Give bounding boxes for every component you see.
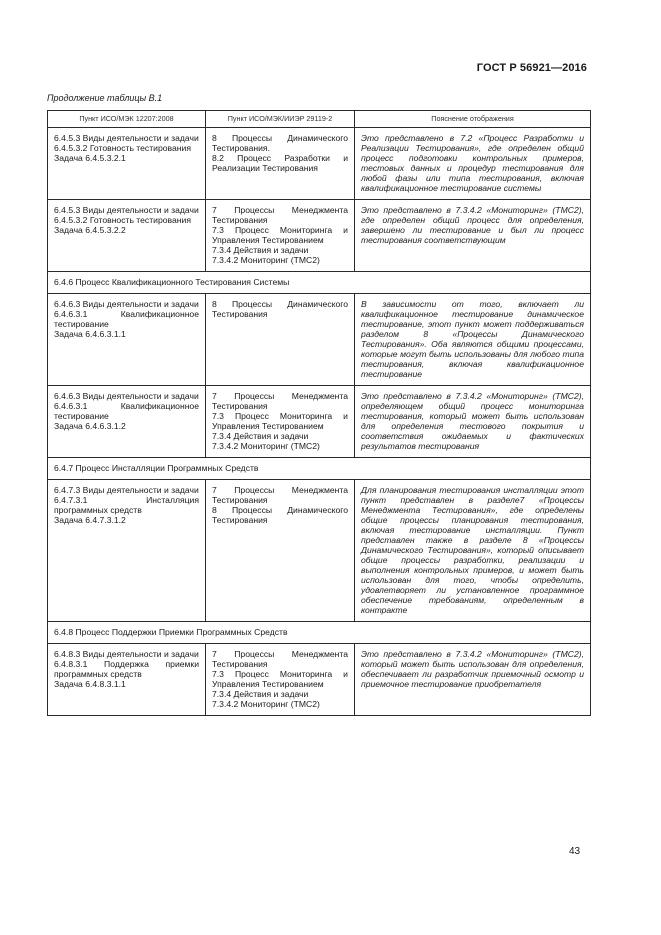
table-header-row: [48, 111, 591, 128]
cell-explanation: Это представлено в 7.2 «Процесс Разработки и Реализации Тестирования», где определен общий процесс подготовки контрольных примеров, тестовых данных и процедур тестирования для любой фазы или типа тестирования, включая квалификационное тестирование системы: [355, 128, 591, 200]
table-row: [48, 480, 591, 622]
clause-line: 6.4.5.3 Виды деятельности и задачи: [54, 205, 199, 215]
clause-line: 6.4.7.3 Виды деятельности и задачи: [54, 485, 199, 495]
clause-line: 7.3 Процесс Мониторинга и Управления Тестированием: [212, 411, 348, 431]
clause-line: 7.3 Процесс Мониторинга и Управления Тестированием: [212, 669, 348, 689]
cell-explanation: Для планирования тестирования инсталляции этот пункт представлен в разделе7 «Процессы Менеджмента Тестирования», где определены общие процессы планирования тестирования, включая тестирование инсталляции. Пункт представлен также в разделе 8 «Процессы Динамического Тестирования», который описывает общие процессы разработки, реализации и выполнения контрольных примеров, и может быть использован для того, чтобы определить, удовлетворяет ли установленное программное обеспечение требованиям, определенным в контракте: [355, 480, 591, 622]
table-row: [48, 644, 591, 716]
clause-line: 7.3.4.2 Мониторинг (ТМС2): [212, 699, 320, 709]
cell-iso12207-clause: [48, 294, 206, 386]
clause-line: 6.4.6.3 Виды деятельности и задачи: [54, 299, 199, 309]
clause-line: 6.4.5.3 Виды деятельности и задачи: [54, 133, 199, 143]
clause-line: 7 Процессы Менеджмента Тестирования: [212, 485, 348, 505]
cell-iso29119-clause: [206, 128, 355, 200]
clause-line: 7.3.4 Действия и задачи: [212, 689, 309, 699]
clause-line: 7.3.4 Действия и задачи: [212, 431, 309, 441]
clause-line: 7 Процессы Менеджмента Тестирования: [212, 205, 348, 225]
clause-line: 7.3.4.2 Мониторинг (ТМС2): [212, 255, 320, 265]
section-title: 6.4.6 Процесс Квалификационного Тестирования Системы: [48, 272, 591, 294]
clause-line: 6.4.8.3 Виды деятельности и задачи: [54, 649, 199, 659]
cell-explanation: Это представлено в 7.3.4.2 «Мониторинг» (ТМС2), где определен общий процесс для определения, завершено ли тестирование и был ли процесс тестирования соответствующим: [355, 200, 591, 272]
clause-line: 6.4.7.3.1 Инсталляция программных средств: [54, 495, 199, 515]
clause-line: 6.4.5.3.2 Готовность тестирования: [54, 215, 191, 225]
document-header: ГОСТ Р 56921—2016: [476, 62, 587, 74]
clause-line: 6.4.5.3.2 Готовность тестирования: [54, 143, 191, 153]
clause-line: 7.3.4 Действия и задачи: [212, 245, 309, 255]
cell-explanation: Это представлено в 7.3.4.2 «Мониторинг» (ТМС2), определяющем общий процесс мониторинга тестирования, который может быть использован для определения тестового покрытия и соответствия ожидаемых и фактических результатов тестирования: [355, 386, 591, 458]
clause-line: 7.3 Процесс Мониторинга и Управления Тестированием: [212, 225, 348, 245]
cell-iso29119-clause: [206, 644, 355, 716]
clause-line: Задача 6.4.5.3.2.1: [54, 153, 126, 163]
clause-line: 8 Процессы Динамического Тестирования: [212, 299, 348, 319]
section-row: [48, 622, 591, 644]
clause-line: Задача 6.4.6.3.1.2: [54, 421, 126, 431]
cell-iso29119-clause: [206, 386, 355, 458]
cell-iso29119-clause: [206, 200, 355, 272]
clause-line: Задача 6.4.5.3.2.2: [54, 225, 126, 235]
table-row: [48, 128, 591, 200]
section-title: 6.4.7 Процесс Инсталляции Программных Средств: [48, 458, 591, 480]
cell-iso12207-clause: [48, 644, 206, 716]
mapping-table: [47, 110, 591, 716]
clause-line: 7.3.4.2 Мониторинг (ТМС2): [212, 441, 320, 451]
section-row: [48, 458, 591, 480]
clause-line: 8.2 Процесс Разработки и Реализации Тестирования: [212, 153, 348, 173]
section-row: [48, 272, 591, 294]
cell-iso12207-clause: [48, 128, 206, 200]
clause-line: 8 Процессы Динамического Тестирования.: [212, 133, 348, 153]
cell-iso29119-clause: [206, 294, 355, 386]
page-number: 43: [569, 846, 581, 857]
clause-line: 6.4.6.3.1 Квалификационное тестирование: [54, 401, 199, 421]
cell-iso29119-clause: [206, 480, 355, 622]
table-caption: Продолжение таблицы В.1: [47, 93, 163, 103]
cell-iso12207-clause: [48, 200, 206, 272]
column-header-iso12207: Пункт ИСО/МЭК 12207:2008: [48, 111, 206, 128]
table-row: [48, 386, 591, 458]
cell-iso12207-clause: [48, 480, 206, 622]
clause-line: 6.4.8.3.1 Поддержка приемки программных средств: [54, 659, 199, 679]
cell-explanation: В зависимости от того, включает ли квалификационное тестирование динамическое тестирование, этот пункт может поддерживаться разделом 8 «Процессы Динамического Тестирования». Оба являются общими процессами, которые могут быть использованы для любого типа тестирования, включая квалификационное тестирование: [355, 294, 591, 386]
clause-line: 7 Процессы Менеджмента Тестирования: [212, 649, 348, 669]
clause-line: 6.4.6.3 Виды деятельности и задачи: [54, 391, 199, 401]
cell-iso12207-clause: [48, 386, 206, 458]
section-title: 6.4.8 Процесс Поддержки Приемки Программных Средств: [48, 622, 591, 644]
clause-line: Задача 6.4.8.3.1.1: [54, 679, 126, 689]
clause-line: Задача 6.4.7.3.1.2: [54, 515, 126, 525]
column-header-iso29119: Пункт ИСО/МЭК/ИИЭР 29119-2: [206, 111, 355, 128]
clause-line: 7 Процессы Менеджмента Тестирования: [212, 391, 348, 411]
table-body: [48, 128, 591, 716]
clause-line: 8 Процессы Динамического Тестирования: [212, 505, 348, 525]
cell-explanation: Это представлено в 7.3.4.2 «Мониторинг» (ТМС2), который может быть использован для определения, обеспечивает ли разработчик приемочный осмотр и приемочное тестирование приобретателя: [355, 644, 591, 716]
clause-line: Задача 6.4.6.3.1.1: [54, 329, 126, 339]
column-header-explanation: Пояснение отображения: [355, 111, 591, 128]
table-row: [48, 200, 591, 272]
table-row: [48, 294, 591, 386]
clause-line: 6.4.6.3.1 Квалификационное тестирование: [54, 309, 199, 329]
